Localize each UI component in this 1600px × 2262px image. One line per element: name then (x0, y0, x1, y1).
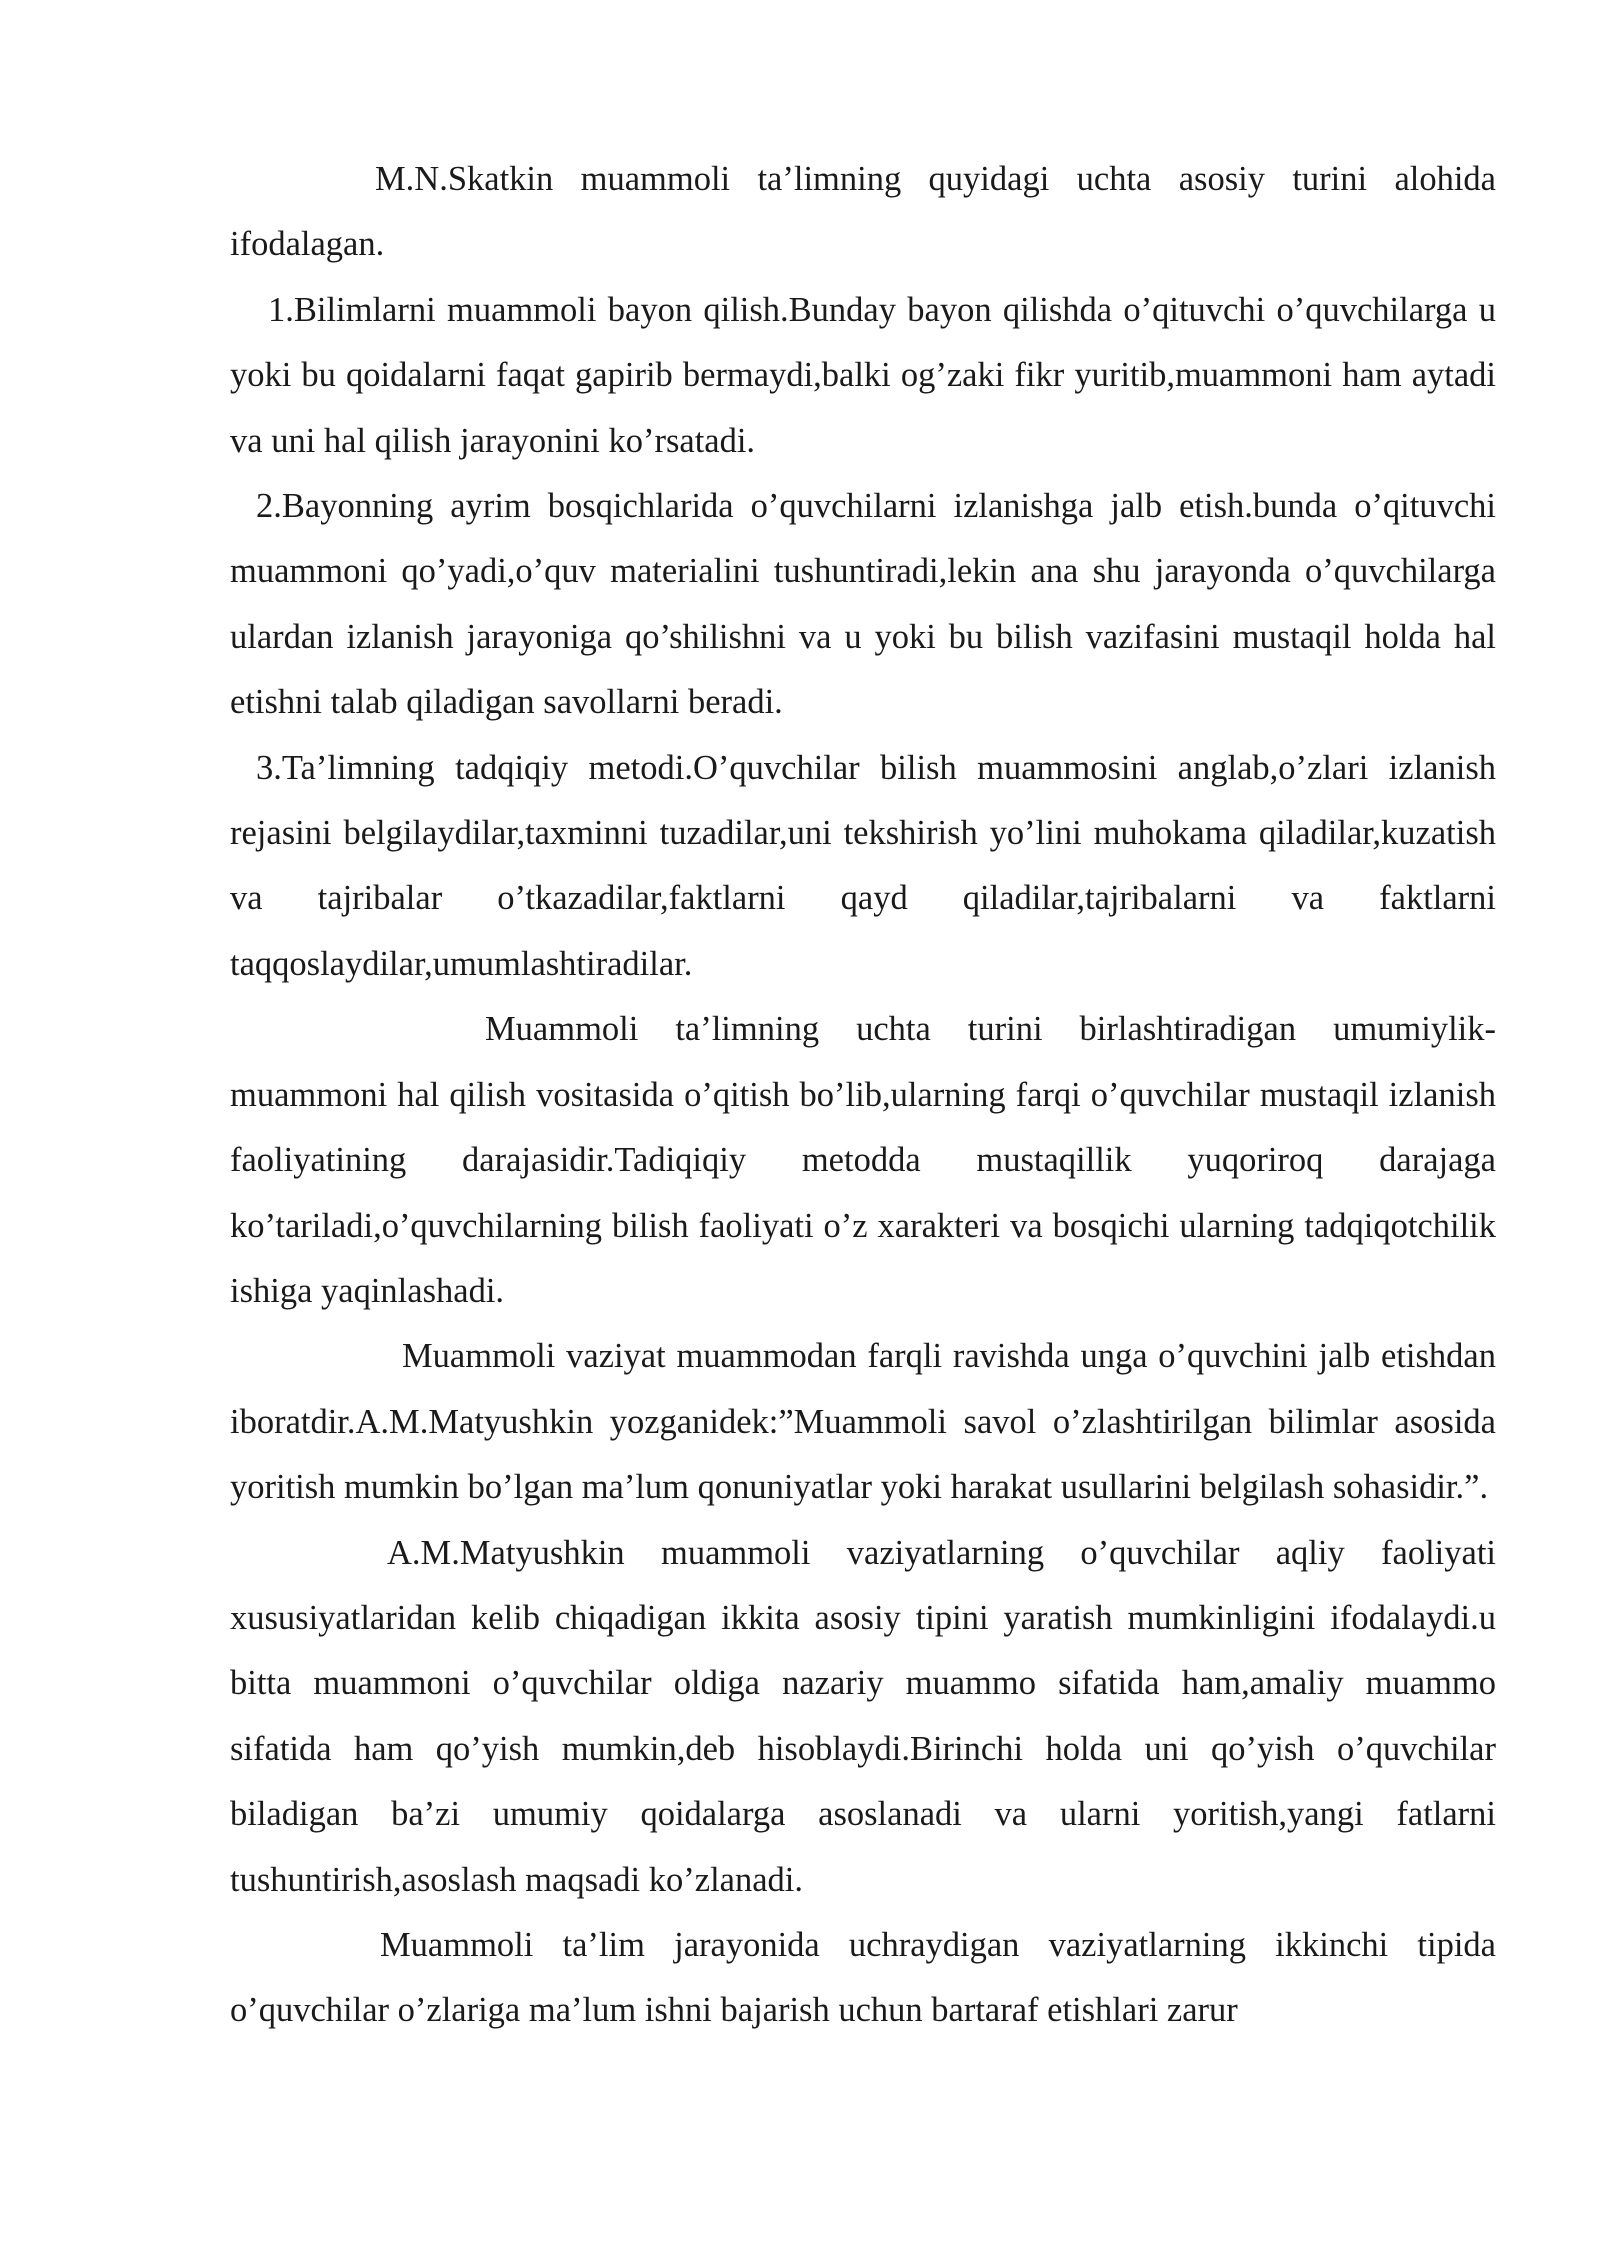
document-body (230, 147, 1496, 2044)
paragraph-problem-situation: Muammoli vaziyat muammodan farqli ravishda unga o’quvchini jalb etishdan iboratdir.A.M.Matyushkin yozganidek:”Muammoli savol o’zlashtirilgan bilimlar asosida yoritish mumkin bo’lgan ma’lum qonuniyatlar yoki harakat usullarini belgilash sohasidir.”. (230, 1337, 1496, 1507)
paragraph-commonality: Muammoli ta’limning uchta turini birlashtiradigan umumiylik-muammoni hal qilish vositasida o’qitish bo’lib,ularning farqi o’quvchilar mustaqil izlanish faoliyatining darajasidir.Tadiqiqiy metodda mustaqillik yuqoriroq darajaga ko’tariladi,o’quvchilarning bilish faoliyati o’z xarakteri va bosqichi ularning tadqiqotchilik ishiga yaqinlashadi. (230, 1010, 1496, 1310)
paragraph-type-1: 1.Bilimlarni muammoli bayon qilish.Bunday bayon qilishda o’qituvchi o’quvchilarga u yoki bu qoidalarni faqat gapirib bermaydi,balki og’zaki fikr yuritib,muammoni ham aytadi va uni hal qilish jarayonini ko’rsatadi. (230, 290, 1496, 460)
paragraph-matyushkin: A.M.Matyushkin muammoli vaziyatlarning o’quvchilar aqliy faoliyati xususiyatlaridan kelib chiqadigan ikkita asosiy tipini yaratish mumkinligini ifodalaydi.u bitta muammoni o’quvchilar oldiga nazariy muammo sifatida ham,amaliy muammo sifatida ham qo’yish mumkin,deb hisoblaydi.Birinchi holda uni qo’yish o’quvchilar biladigan ba’zi umumiy qoidalarga asoslanadi va ularni yoritish,yangi fatlarni tushuntirish,asoslash maqsadi ko’zlanadi. (230, 1533, 1496, 1899)
paragraph-skatkin-intro: M.N.Skatkin muammoli ta’limning quyidagi uchta asosiy turini alohida ifodalagan. (230, 160, 1496, 264)
paragraph-type-3: 3.Ta’limning tadqiqiy metodi.O’quvchilar bilish muammosini anglab,o’zlari izlanish rejasini belgilaydilar,taxminni tuzadilar,uni tekshirish yo’lini muhokama qiladilar,kuzatish va tajribalar o’tkazadilar,faktlarni qayd qiladilar,tajribalarni va faktlarni taqqoslaydilar,umumlashtiradilar. (230, 748, 1496, 983)
paragraph-type-2: 2.Bayonning ayrim bosqichlarida o’quvchilarni izlanishga jalb etish.bunda o’qituvchi muammoni qo’yadi,o’quv materialini tushuntiradi,lekin ana shu jarayonda o’quvchilarga ulardan izlanish jarayoniga qo’shilishni va u yoki bu bilish vazifasini mustaqil holda hal etishni talab qiladigan savollarni beradi. (230, 487, 1496, 722)
paragraph-second-type: Muammoli ta’lim jarayonida uchraydigan vaziyatlarning ikkinchi tipida o’quvchilar o’zlariga ma’lum ishni bajarish uchun bartaraf etishlari zarur (230, 1925, 1496, 2030)
